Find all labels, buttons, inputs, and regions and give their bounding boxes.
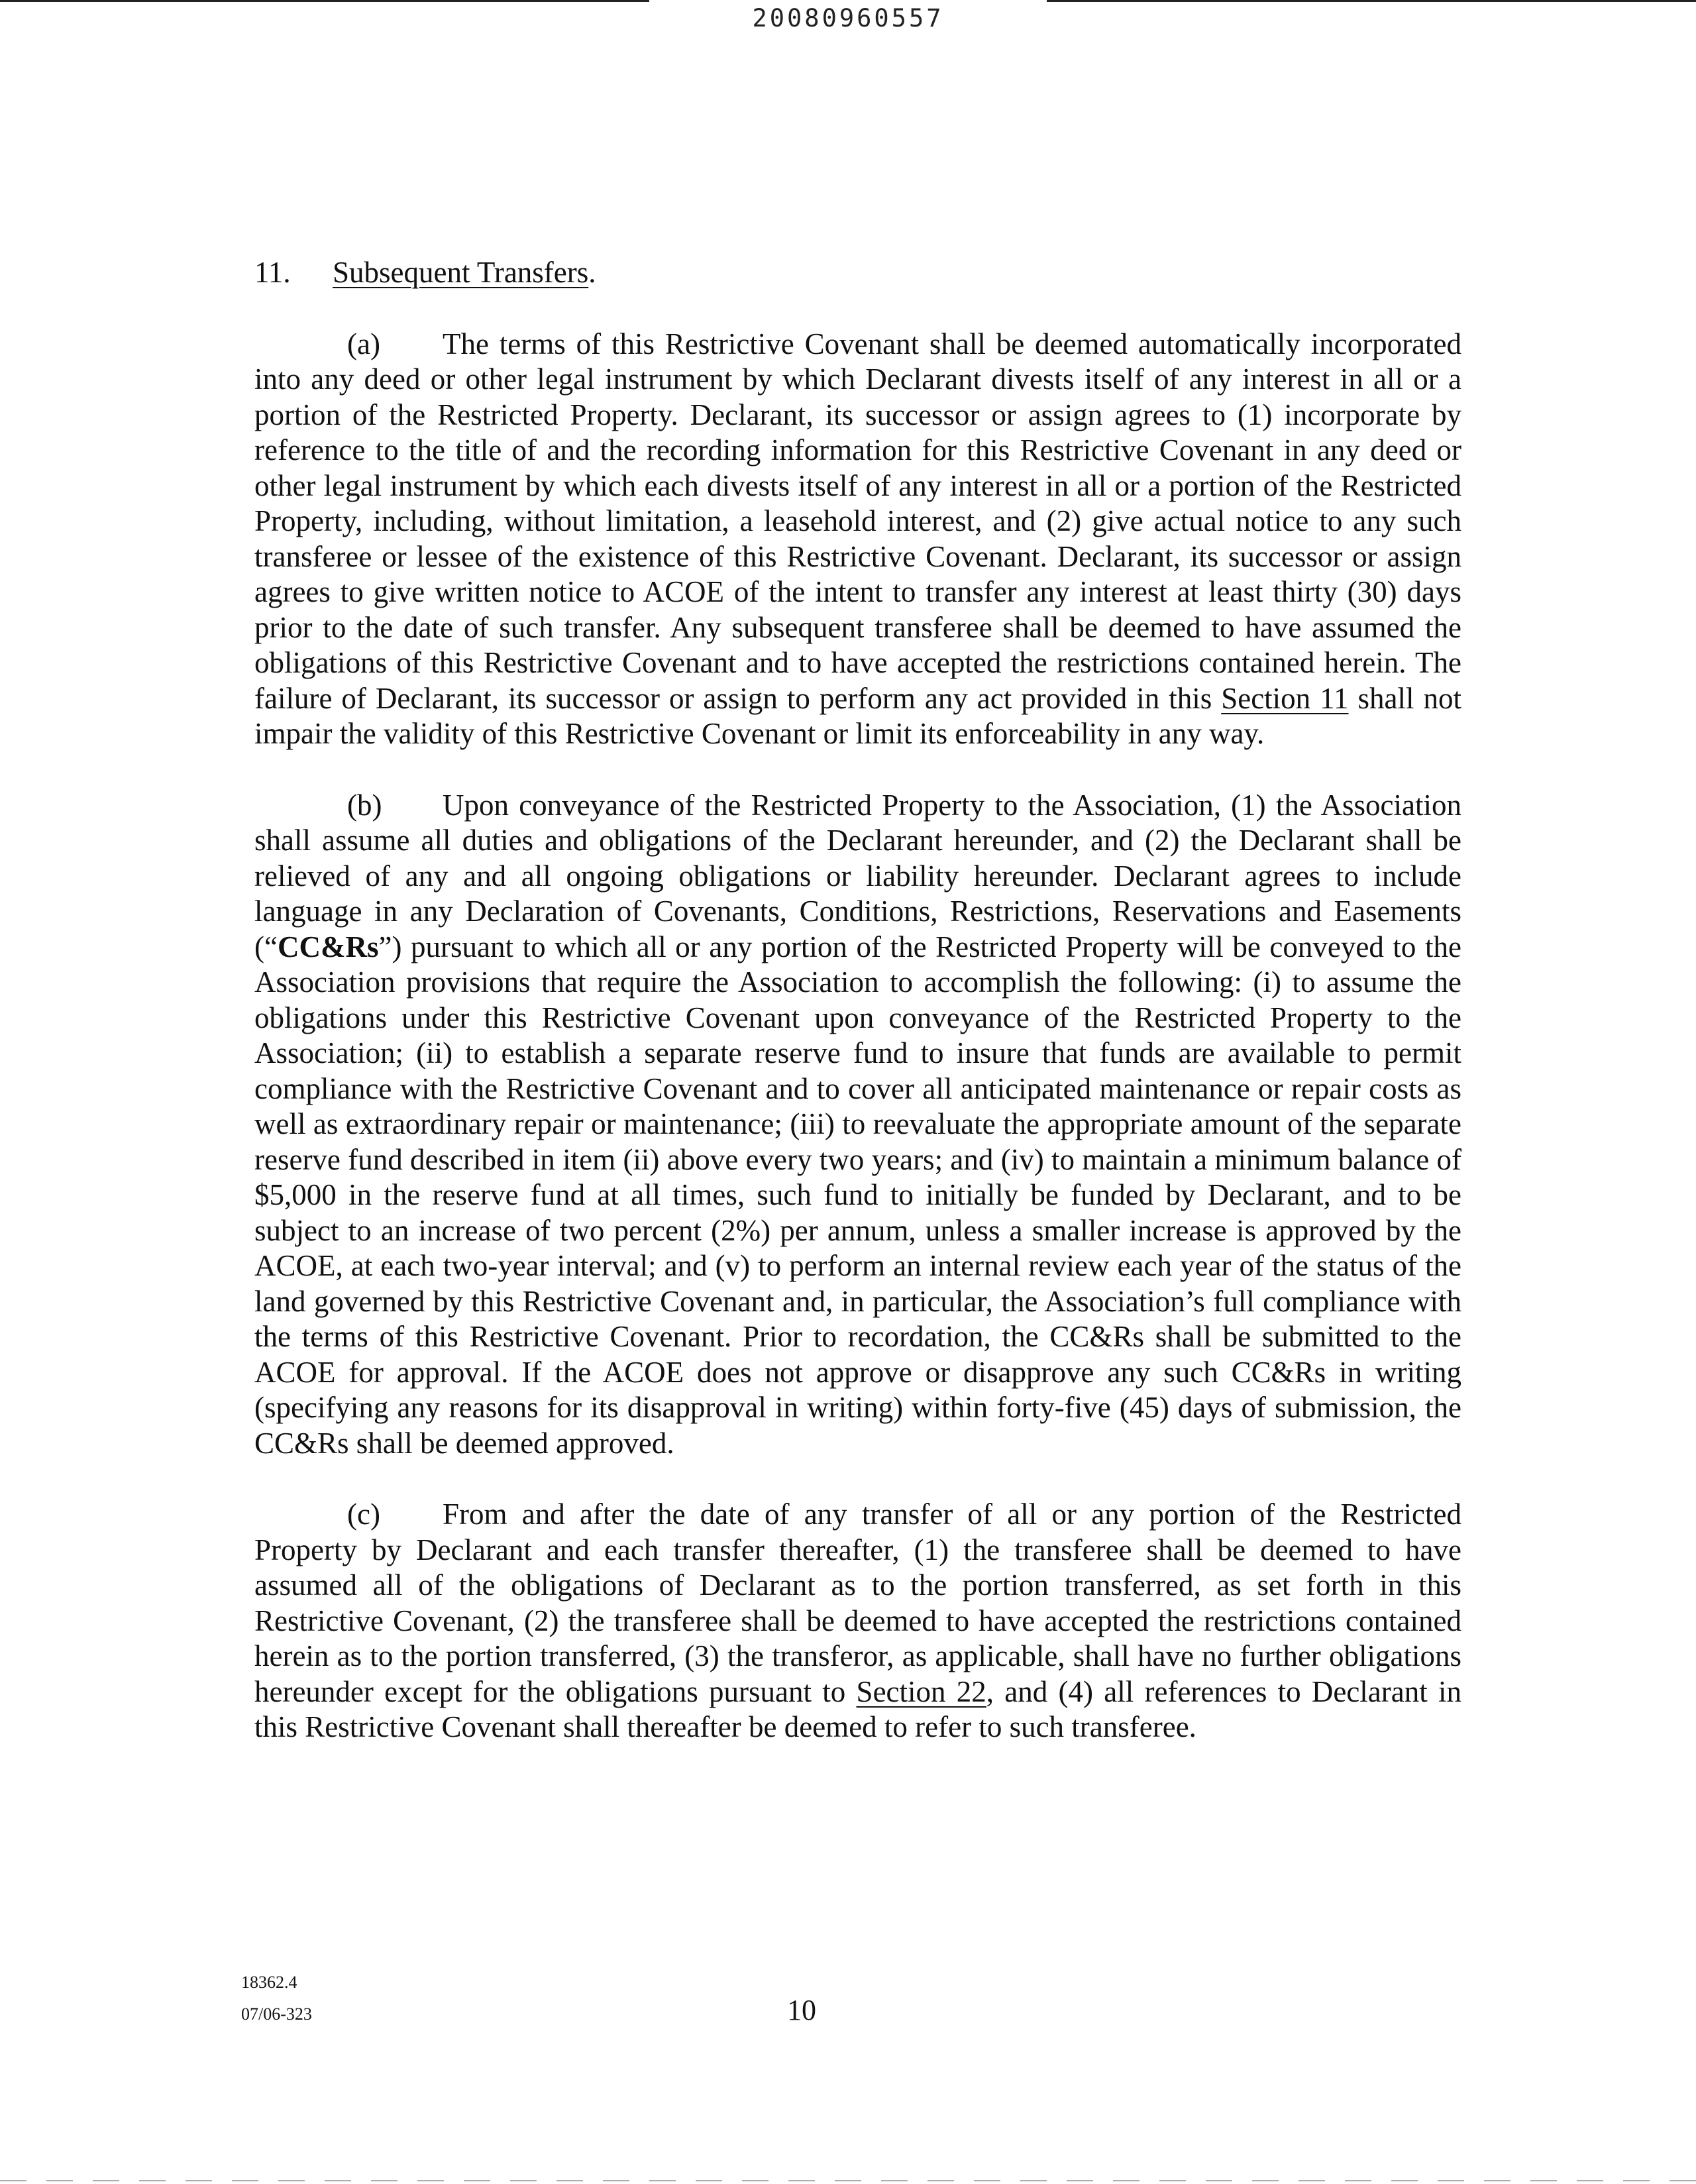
paragraph-b [254, 788, 1461, 1462]
footer-document-id [241, 1967, 312, 2030]
paragraph-c [254, 1497, 1461, 1745]
footer-doc-number: 18362.4 [241, 1973, 297, 1992]
paragraph-a-label: (a) [347, 327, 380, 360]
paragraph-c-text-2: , and (4) all references to Declarant in this Restrictive Covenant shall thereafter be deemed to refer to such transferee. [254, 1674, 1461, 1743]
section-number: 11. [254, 256, 291, 289]
section-11-reference: Section 11 [1221, 681, 1349, 715]
section-22-reference: Section 22 [856, 1674, 986, 1708]
paragraph-c-label: (c) [347, 1498, 380, 1531]
section-heading [254, 255, 1461, 291]
paragraph-b-label: (b) [347, 788, 382, 822]
paragraph-c-text-1: From and after the date of any transfer of all or any portion of the Restricted Property by Declarant and each transfer thereafter, (1) the transferee shall be deemed to have assumed all of the obligations of Declarant as to the portion transferred, as set forth in this Restrictive Covenant, (2) the transferee shall be deemed to have accepted the restrictions contained herein as to the portion transferred, (3) the transferor, as applicable, shall have no further obligations hereunder except for the obligations pursuant to [254, 1498, 1461, 1708]
recording-number: 20080960557 [752, 4, 944, 32]
section-title-suffix: . [588, 256, 596, 289]
section-title: Subsequent Transfers [333, 256, 589, 289]
document-body [254, 255, 1461, 1781]
paragraph-a-text-2: shall not impair the validity of this Restrictive Covenant or limit its enforceability in any way. [254, 681, 1461, 750]
footer-matter-number: 07/06-323 [241, 2004, 312, 2024]
ccrs-defined-term: CC&Rs [277, 930, 379, 963]
paragraph-b-text-1: Upon conveyance of the Restricted Property to the Association, (1) the Association shall assume all duties and obligations of the Declarant hereunder, and (2) the Declarant shall be relieved of any and all ongoing obligations or liability hereunder. Declarant agrees to include language in any Declaration of Covenants, Conditions, Restrictions, Reservations and Easements (“ [254, 788, 1461, 963]
bottom-scan-edge [0, 2180, 1696, 2181]
paragraph-a [254, 327, 1461, 752]
paragraph-b-text-2: ”) pursuant to which all or any portion of the Restricted Property will be conveyed to the Association provisions that require the Association to accomplish the following: (i) to assume the obligations under this Restrictive Covenant upon conveyance of the Restricted Property to the Association; (ii) to establish a separate reserve fund to insure that funds are available to permit compliance with the Restrictive Covenant and to cover all anticipated maintenance or repair costs as well as extraordinary repair or maintenance; (iii) to reevaluate the appropriate amount of the separate reserve fund described in item (ii) above every two years; and (iv) to maintain a minimum balance of $5,000 in the reserve fund at all times, such fund to initially be funded by Declarant, and to be subject to an increase of two percent (2%) per annum, unless a smaller increase is approved by the ACOE, at each two-year interval; and (v) to perform an internal review each year of the status of the land governed by this Restrictive Covenant and, in particular, the Association’s full compliance with the terms of this Restrictive Covenant. Prior to recordation, the CC&Rs shall be submitted to the ACOE for approval. If the ACOE does not approve or disapprove any such CC&Rs in writing (specifying any reasons for its disapproval in writing) within forty-five (45) days of submission, the CC&Rs shall be deemed approved. [254, 930, 1461, 1460]
top-rule-left [0, 0, 649, 2]
page-number: 10 [787, 1994, 816, 2026]
top-rule-right [1047, 0, 1696, 2]
paragraph-a-text-1: The terms of this Restrictive Covenant shall be deemed automatically incorporated into any deed or other legal instrument by which Declarant divests itself of any interest in all or a portion of the Restricted Property. Declarant, its successor or assign agrees to (1) incorporate by reference to the title of and the recording information for this Restrictive Covenant in any deed or other legal instrument by which each divests itself of any interest in all or a portion of the Restricted Property, including, without limitation, a leasehold interest, and (2) give actual notice to any such transferee or lessee of the existence of this Restrictive Covenant. Declarant, its successor or assign agrees to give written notice to ACOE of the intent to transfer any interest at least thirty (30) days prior to the date of such transfer. Any subsequent transferee shall be deemed to have assumed the obligations of this Restrictive Covenant and to have accepted the restrictions contained herein. The failure of Declarant, its successor or assign to perform any act provided in this [254, 327, 1461, 715]
